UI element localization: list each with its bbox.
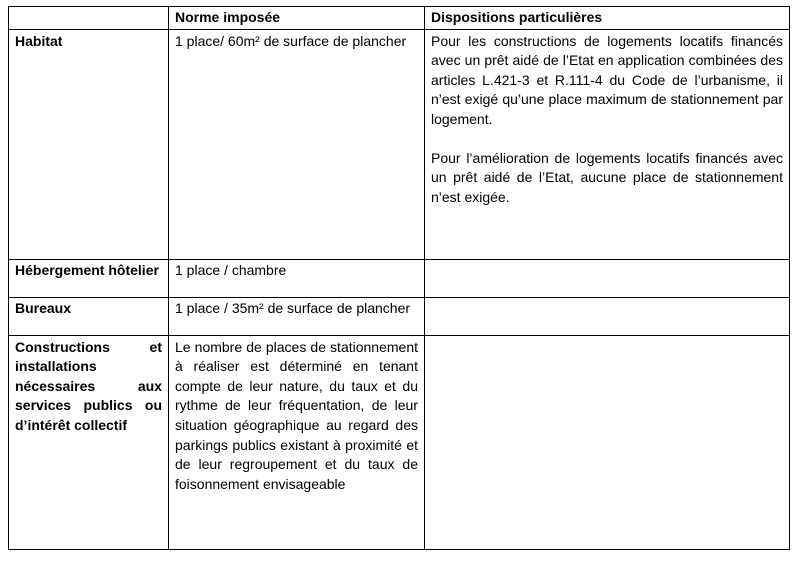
dispositions-cell: [425, 259, 790, 297]
table-row-bureaux: [9, 297, 790, 335]
parking-requirements-table: [8, 6, 790, 550]
row-label: Bureaux: [9, 297, 169, 335]
row-label: Hébergement hôtelier: [9, 259, 169, 297]
table-row-hebergement-hotelier: [9, 259, 790, 297]
dispositions-cell: [425, 29, 790, 259]
header-category: [9, 7, 169, 30]
dispositions-cell: [425, 335, 790, 549]
row-label: Habitat: [9, 29, 169, 259]
dispositions-paragraph: Pour l’amélioration de logements locatifs financés avec un prêt aidé de l’Etat, aucune place de stationnement n’est exigée.: [431, 149, 783, 205]
dispositions-cell: [425, 297, 790, 335]
row-label: Constructions et installations nécessaires aux services publics ou d’intérêt collectif: [9, 335, 169, 549]
table-row-services-publics: [9, 335, 790, 549]
norme-cell: Le nombre de places de stationnement à réaliser est déterminé en tenant compte de leur nature, du taux et du rythme de leur fréquentation, de leur situation géographique au regard des parkings publics existant à proximité et de leur regroupement et du taux de foisonnement envisageable: [169, 335, 425, 549]
norme-cell: 1 place / chambre: [169, 259, 425, 297]
dispositions-paragraph: Pour les constructions de logements locatifs financés avec un prêt aidé de l’Etat en application combinées des articles L.421-3 et R.111-4 du Code de l’urbanisme, il n’est exigé qu’une place maximum de stationnement par logement.: [431, 32, 783, 127]
table-header-row: [9, 7, 790, 30]
header-norme-imposee: Norme imposée: [169, 7, 425, 30]
table-row-habitat: [9, 29, 790, 259]
norme-cell: 1 place/ 60m² de surface de plancher: [169, 29, 425, 259]
norme-cell: 1 place / 35m² de surface de plancher: [169, 297, 425, 335]
header-dispositions-particulieres: Dispositions particulières: [425, 7, 790, 30]
